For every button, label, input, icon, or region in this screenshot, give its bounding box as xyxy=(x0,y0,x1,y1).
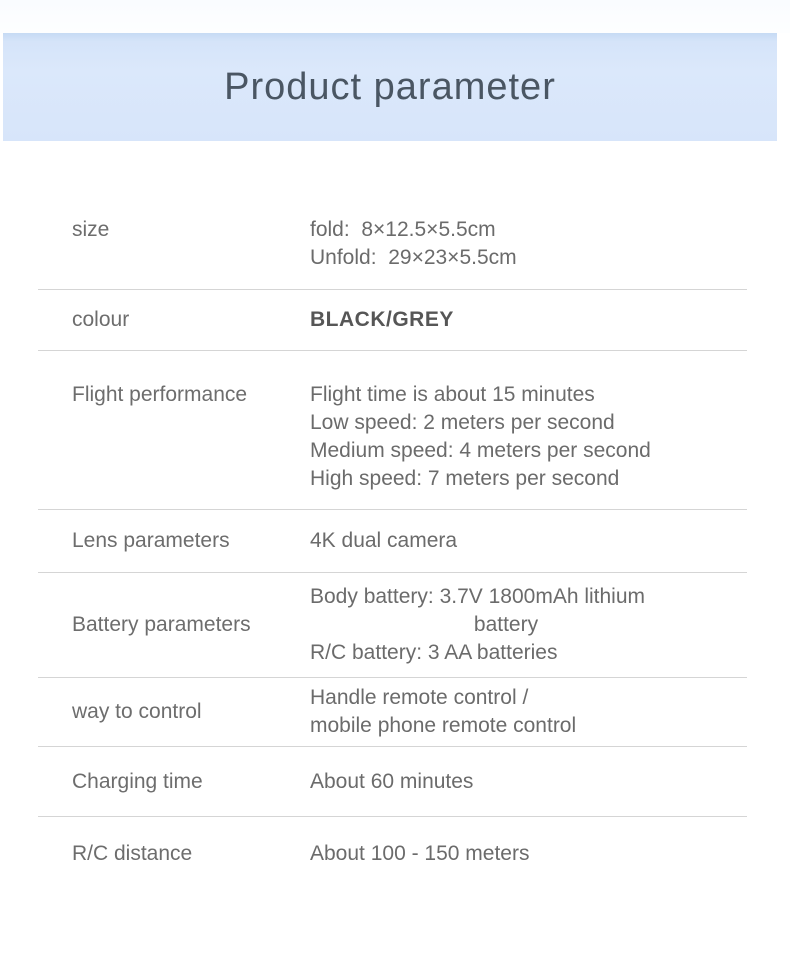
spec-value-line: High speed: 7 meters per second xyxy=(310,467,620,490)
spec-value-line: Unfold: 29×23×5.5cm xyxy=(310,246,517,269)
spec-value xyxy=(310,216,747,272)
spec-label: R/C distance xyxy=(72,842,193,865)
spec-label: way to control xyxy=(72,700,202,723)
spec-value-line: fold: 8×12.5×5.5cm xyxy=(310,218,496,241)
spec-row-colour xyxy=(38,290,747,351)
spec-value-line: 4K dual camera xyxy=(310,529,458,552)
spec-label: colour xyxy=(72,308,130,331)
spec-value xyxy=(310,768,747,796)
spec-value-line: About 60 minutes xyxy=(310,769,474,793)
spec-label: size xyxy=(72,218,110,241)
spec-value-line: About 100 - 150 meters xyxy=(310,842,530,865)
spec-value xyxy=(310,684,747,740)
spec-value-line: Flight time is about 15 minutes xyxy=(310,383,595,406)
spec-label: Charging time xyxy=(72,769,203,793)
spec-label: Flight performance xyxy=(72,383,248,406)
spec-value xyxy=(310,381,747,493)
spec-label: Lens parameters xyxy=(72,529,230,552)
spec-value-line: Handle remote control / xyxy=(310,686,529,709)
spec-row-battery-parameters xyxy=(38,573,747,678)
spec-value-line: Medium speed: 4 meters per second xyxy=(310,439,651,462)
header-band xyxy=(3,33,777,141)
top-margin-strip xyxy=(0,0,790,33)
spec-value-line: mobile phone remote control xyxy=(310,714,577,737)
spec-row-rc-distance xyxy=(38,817,747,891)
spec-row-way-to-control xyxy=(38,678,747,747)
spec-row-lens-parameters xyxy=(38,510,747,573)
spec-label: Battery parameters xyxy=(72,613,251,636)
spec-table xyxy=(38,190,747,891)
spec-value-line: BLACK/GREY xyxy=(310,308,454,331)
spec-value-line: battery xyxy=(473,613,539,636)
spec-value xyxy=(310,306,747,334)
spec-value-line: Body battery: 3.7V 1800mAh lithium xyxy=(310,585,646,608)
spec-row-size xyxy=(38,190,747,290)
spec-value xyxy=(310,583,702,667)
spec-row-charging-time xyxy=(38,747,747,817)
page-title: Product parameter xyxy=(224,65,556,108)
spec-value-line: Low speed: 2 meters per second xyxy=(310,411,615,434)
spec-value xyxy=(310,840,747,868)
spec-value-line: R/C battery: 3 AA batteries xyxy=(310,641,558,664)
spec-row-flight-performance xyxy=(38,351,747,510)
spec-value xyxy=(310,527,747,555)
